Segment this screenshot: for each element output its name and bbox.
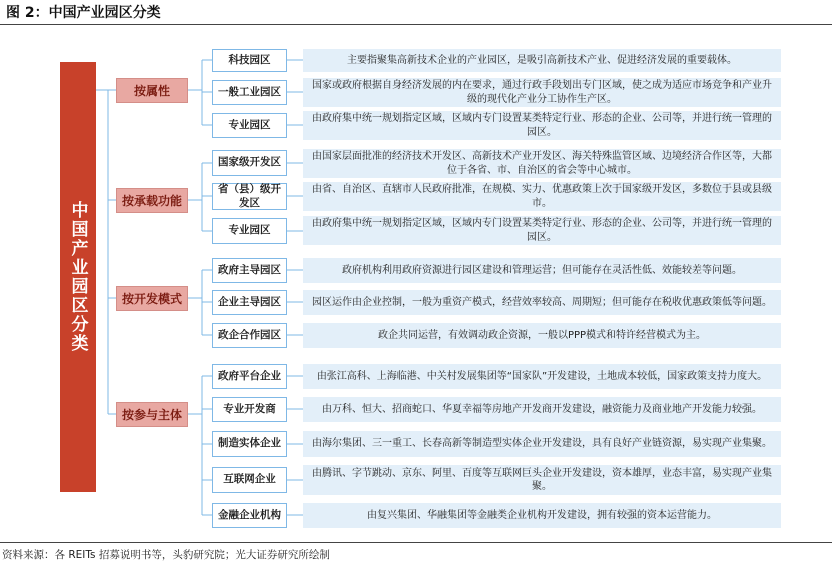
desc-internet: 由腾讯、字节跳动、京东、阿里、百度等互联网巨头企业开发建设，资本雄厚，业态丰富，易实现产业集聚。 bbox=[303, 465, 781, 495]
node-public-private: 政企合作园区 bbox=[212, 323, 287, 348]
top-rule bbox=[0, 24, 832, 25]
node-government-platform: 政府平台企业 bbox=[212, 364, 287, 389]
desc-connectors bbox=[287, 60, 303, 515]
root-node bbox=[60, 62, 96, 492]
figure-title: 图 2：中国产业园区分类 bbox=[6, 5, 161, 21]
category-by-attribute: 按属性 bbox=[116, 78, 188, 103]
node-financial: 金融企业机构 bbox=[212, 503, 287, 528]
category-by-development-mode: 按开发模式 bbox=[116, 286, 188, 311]
node-specialized-park-1: 专业园区 bbox=[212, 113, 287, 138]
desc-science-park: 主要指聚集高新技术企业的产业园区，是吸引高新技术产业、促进经济发展的重要载体。 bbox=[303, 49, 781, 72]
node-internet: 互联网企业 bbox=[212, 467, 287, 493]
desc-enterprise-led: 园区运作由企业控制，一般为重资产模式，经营效率较高、周期短；但可能存在税收优惠政策低等问题。 bbox=[303, 290, 781, 315]
node-professional-developer: 专业开发商 bbox=[212, 397, 287, 422]
desc-financial: 由复兴集团、华融集团等金融类企业机构开发建设，拥有较强的资本运营能力。 bbox=[303, 503, 781, 528]
node-specialized-park-2: 专业园区 bbox=[212, 218, 287, 244]
cat1-connector bbox=[188, 60, 212, 125]
root-label: 中国产业园区分类 bbox=[67, 201, 88, 353]
desc-professional-developer: 由万科、恒大、招商蛇口、华夏幸福等房地产开发商开发建设，融资能力及商业地产开发能力较强。 bbox=[303, 397, 781, 422]
bottom-rule bbox=[0, 542, 832, 543]
cat2-connector bbox=[188, 163, 212, 231]
desc-specialized-park-1: 由政府集中统一规划指定区域，区域内专门设置某类特定行业、形态的企业、公司等，并进行统一管理的园区。 bbox=[303, 111, 781, 140]
node-national-zone: 国家级开发区 bbox=[212, 150, 287, 176]
desc-public-private: 政企共同运营，有效调动政企资源，一般以PPP模式和特许经营模式为主。 bbox=[303, 323, 781, 348]
desc-provincial-zone: 由省、自治区、直辖市人民政府批准，在规模、实力、优惠政策上次于国家级开发区，多数位于县或县级市。 bbox=[303, 182, 781, 211]
cat3-connector bbox=[188, 270, 212, 335]
category-by-participant: 按参与主体 bbox=[116, 402, 188, 427]
desc-government-led: 政府机构利用政府资源进行园区建设和管理运营；但可能存在灵活性低、效能较差等问题。 bbox=[303, 258, 781, 283]
source-note: 资料来源：各 REITs 招募说明书等，头豹研究院；光大证券研究所绘制 bbox=[2, 549, 330, 561]
desc-manufacturing: 由海尔集团、三一重工、长春高新等制造型实体企业开发建设，具有良好产业链资源，易实现产业集聚。 bbox=[303, 431, 781, 457]
node-enterprise-led: 企业主导园区 bbox=[212, 290, 287, 315]
node-science-park: 科技园区 bbox=[212, 49, 287, 72]
root-connector bbox=[96, 90, 116, 414]
desc-government-platform: 由张江高科、上海临港、中关村发展集团等“国家队”开发建设，土地成本较低，国家政策支持力度大。 bbox=[303, 364, 781, 389]
node-industrial-park: 一般工业园区 bbox=[212, 80, 287, 105]
desc-industrial-park: 国家或政府根据自身经济发展的内在要求，通过行政手段划出专门区域，使之成为适应市场竞争和产业升级的现代化产业分工协作生产区。 bbox=[303, 78, 781, 107]
cat4-connector bbox=[188, 376, 212, 515]
desc-specialized-park-2: 由政府集中统一规划指定区域，区域内专门设置某类特定行业、形态的企业、公司等，并进行统一管理的园区。 bbox=[303, 216, 781, 245]
desc-national-zone: 由国家层面批准的经济技术开发区、高新技术产业开发区、海关特殊监管区域、边境经济合作区等，大都位于各省、市、自治区的省会等中心城市。 bbox=[303, 149, 781, 178]
node-government-led: 政府主导园区 bbox=[212, 258, 287, 283]
node-provincial-zone: 省（县）级开发区 bbox=[212, 183, 287, 210]
node-manufacturing: 制造实体企业 bbox=[212, 431, 287, 457]
category-by-function: 按承载功能 bbox=[116, 188, 188, 213]
